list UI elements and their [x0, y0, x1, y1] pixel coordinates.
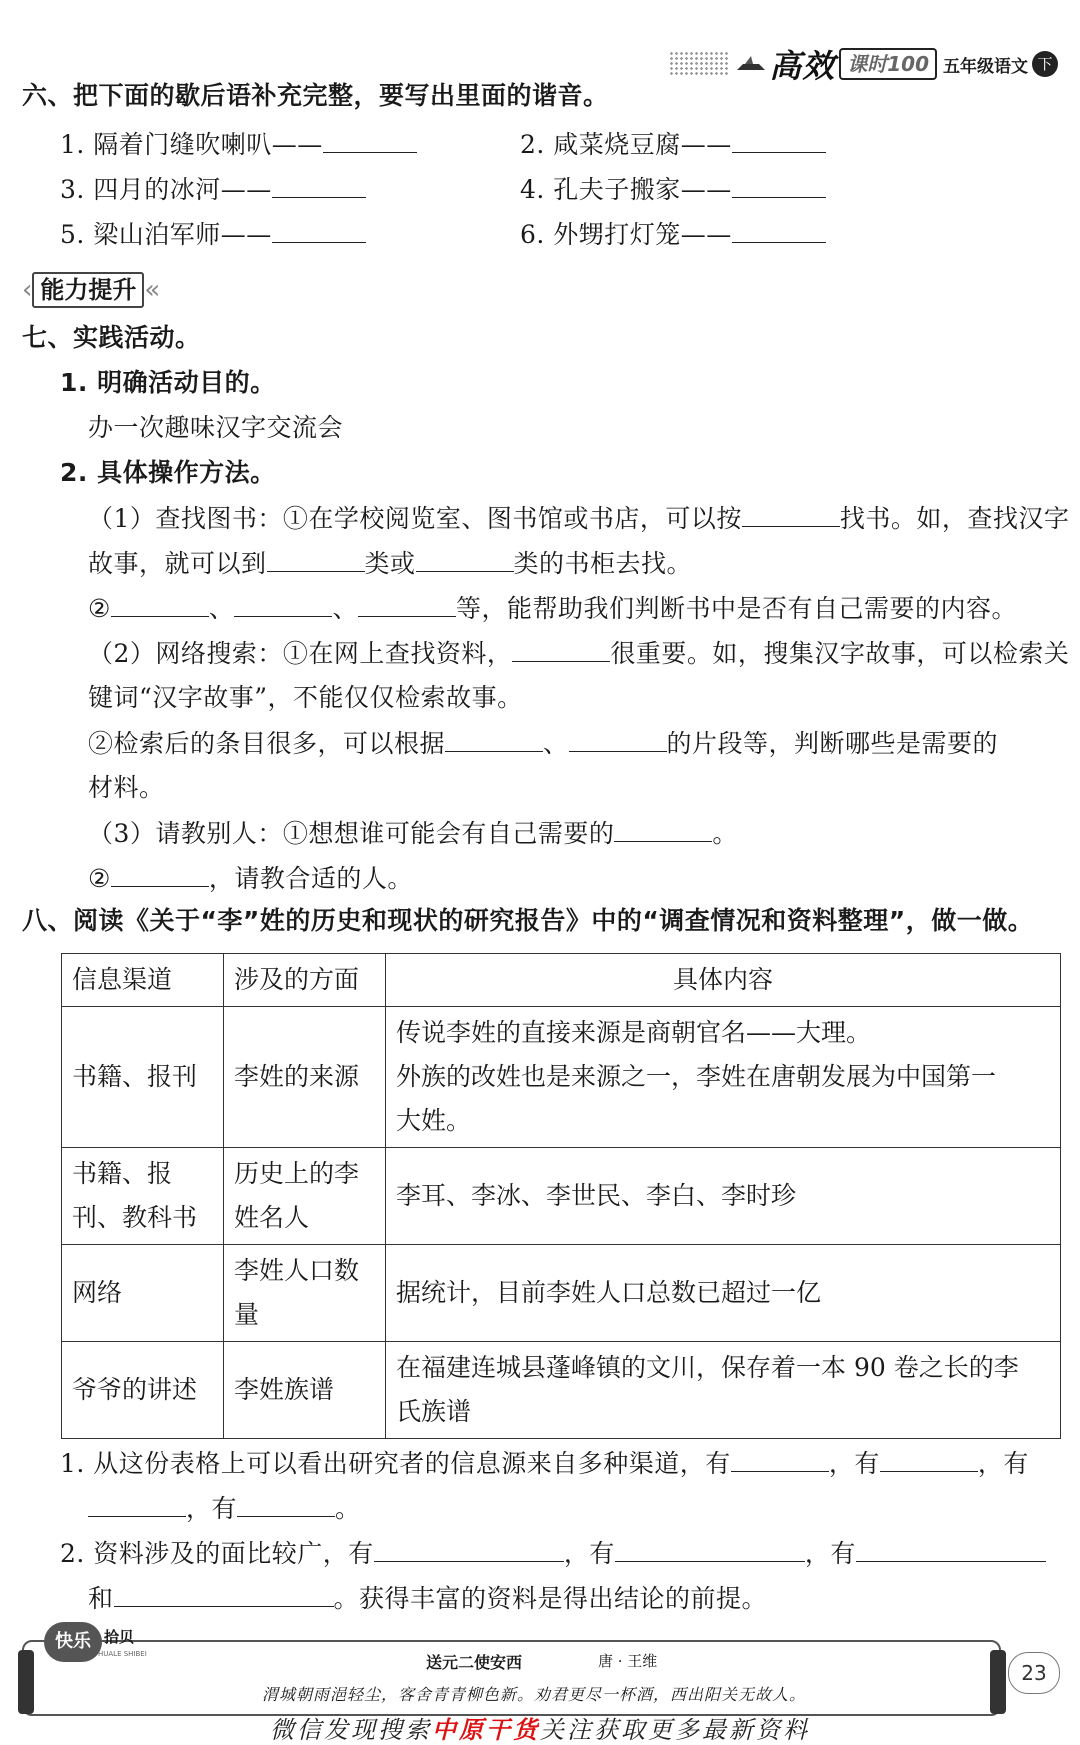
speedboat-icon [735, 52, 769, 76]
answer-blank[interactable] [111, 862, 209, 887]
section-6-title: 六、把下面的歇后语补充完整，要写出里面的谐音。 [22, 81, 609, 110]
method-line-9: ② ，请教合适的人。 [88, 864, 413, 893]
answer-blank[interactable] [358, 592, 456, 617]
watermark: 微信发现搜索中原干货关注获取更多最新资料 [270, 1715, 810, 1744]
cell-channel: 书籍、报刊 [62, 1007, 224, 1148]
table-header-row [62, 954, 1061, 1007]
question-2-line-2: 和 。获得丰富的资料是得出结论的前提。 [88, 1584, 768, 1613]
answer-blank[interactable] [114, 1582, 334, 1607]
grade-label: 五年级语文 [943, 56, 1028, 77]
answer-blank[interactable] [512, 637, 610, 662]
chevron-left-icon: ‹ [22, 275, 33, 305]
answer-blank[interactable] [445, 727, 543, 752]
cell-aspect: 历史上的李姓名人 [224, 1148, 386, 1245]
poem-text: 渭城朝雨浥轻尘，客舍青青柳色新。劝君更尽一杯酒，西出阳关无故人。 [262, 1685, 807, 1704]
cell-content: 传说李姓的直接来源是商朝官名——大理。 外族的改姓也是来源之一，李姓在唐朝发展为中国第一 大姓。 [386, 1007, 1061, 1148]
question-2-line-1: 2. 资料涉及的面比较广，有 ，有 ，有 [60, 1537, 1046, 1570]
answer-blank[interactable] [111, 592, 209, 617]
idiom-item-3: 3. 四月的冰河—— [60, 173, 366, 206]
answer-blank[interactable] [569, 727, 667, 752]
footer-logo-caption: HUALE SHIBEI [98, 1650, 147, 1658]
answer-blank[interactable] [267, 547, 365, 572]
footer-logo: 快乐 [44, 1622, 102, 1662]
idiom-item-6: 6. 外甥打灯笼—— [520, 218, 826, 251]
answer-blank[interactable] [732, 218, 826, 243]
info-table [61, 953, 1061, 1439]
method-line-1: （1）查找图书：①在学校阅览室、图书馆或书店，可以按 找书。如，查找汉字 [88, 504, 1070, 533]
cell-content: 李耳、李冰、李世民、李白、李时珍 [386, 1148, 1061, 1245]
answer-blank[interactable] [732, 173, 826, 198]
idiom-item-5: 5. 梁山泊军师—— [60, 218, 366, 251]
question-1-line-2: ，有 。 [88, 1492, 361, 1525]
volume-badge: 下 [1032, 51, 1058, 77]
question-1-line-1: 1. 从这份表格上可以看出研究者的信息源来自多种渠道，有 ，有 ，有 [60, 1449, 1029, 1478]
answer-blank[interactable] [237, 1492, 335, 1517]
table-row [62, 1007, 1061, 1148]
poem-author: 唐 · 王维 [598, 1652, 658, 1670]
idiom-item-1: 1. 隔着门缝吹喇叭—— [60, 128, 417, 161]
activity-purpose-text: 办一次趣味汉字交流会 [88, 413, 344, 442]
header-channel: 信息渠道 [62, 954, 224, 1007]
chevron-double-left-icon: « [144, 275, 161, 305]
method-line-7: 材料。 [88, 773, 165, 802]
page-number: 23 [1008, 1652, 1060, 1694]
answer-blank[interactable] [88, 1492, 186, 1517]
header-aspect: 涉及的方面 [224, 954, 386, 1007]
answer-blank[interactable] [731, 1447, 829, 1472]
footer-logo-label: 拾贝 [104, 1628, 135, 1646]
table-row [62, 1342, 1061, 1439]
answer-blank[interactable] [272, 218, 366, 243]
answer-blank[interactable] [614, 817, 712, 842]
answer-blank[interactable] [856, 1537, 1046, 1562]
answer-blank[interactable] [234, 592, 332, 617]
cell-channel: 书籍、报刊、教科书 [62, 1148, 224, 1245]
method-line-4: （2）网络搜索：①在网上查找资料， 很重要。如，搜集汉字故事，可以检索关 [88, 639, 1070, 668]
cell-channel: 网络 [62, 1245, 224, 1342]
answer-blank[interactable] [880, 1447, 978, 1472]
cell-aspect: 李姓人口数量 [224, 1245, 386, 1342]
answer-blank[interactable] [416, 547, 514, 572]
method-line-2: 故事，就可以到 类或 类的书柜去找。 [88, 549, 693, 578]
page-header [669, 44, 1058, 84]
idiom-item-4: 4. 孔夫子搬家—— [520, 173, 826, 206]
answer-blank[interactable] [323, 128, 417, 153]
method-line-3: ② 、 、 等，能帮助我们判断书中是否有自己需要的内容。 [88, 594, 1017, 623]
method-line-5: 键词“汉字故事”，不能仅仅检索故事。 [88, 683, 523, 712]
method-line-8: （3）请教别人：①想想谁可能会有自己需要的 。 [88, 819, 738, 848]
subsection-method-title: 2. 具体操作方法。 [60, 458, 276, 487]
banner-label: 能力提升 [32, 272, 144, 308]
subsection-purpose-title: 1. 明确活动目的。 [60, 368, 276, 397]
section-8-title: 八、阅读《关于“李”姓的历史和现状的研究报告》中的“调查情况和资料整理”，做一做。 [22, 906, 1034, 935]
idiom-item-2: 2. 咸菜烧豆腐—— [520, 128, 826, 161]
brand-title: 高效 [769, 47, 836, 85]
poem-title: 送元二使安西 [426, 1653, 523, 1672]
cell-aspect: 李姓的来源 [224, 1007, 386, 1148]
table-row [62, 1245, 1061, 1342]
answer-blank[interactable] [732, 128, 826, 153]
cell-channel: 爷爷的讲述 [62, 1342, 224, 1439]
brand-subtitle: 课时100 [839, 48, 937, 80]
section-7-title: 七、实践活动。 [22, 323, 201, 352]
method-line-6: ②检索后的条目很多，可以根据 、 的片段等，判断哪些是需要的 [88, 729, 999, 758]
answer-blank[interactable] [374, 1537, 564, 1562]
header-content: 具体内容 [386, 954, 1061, 1007]
cell-aspect: 李姓族谱 [224, 1342, 386, 1439]
answer-blank[interactable] [742, 502, 840, 527]
cell-content: 在福建连城县蓬峰镇的文川，保存着一本 90 卷之长的李 氏族谱 [386, 1342, 1061, 1439]
dotted-decoration [669, 51, 729, 77]
ability-banner [22, 272, 202, 308]
footer-bar-left [18, 1650, 34, 1714]
answer-blank[interactable] [272, 173, 366, 198]
table-row [62, 1148, 1061, 1245]
answer-blank[interactable] [615, 1537, 805, 1562]
footer-bar-right [990, 1650, 1006, 1714]
cell-content: 据统计，目前李姓人口总数已超过一亿 [386, 1245, 1061, 1342]
